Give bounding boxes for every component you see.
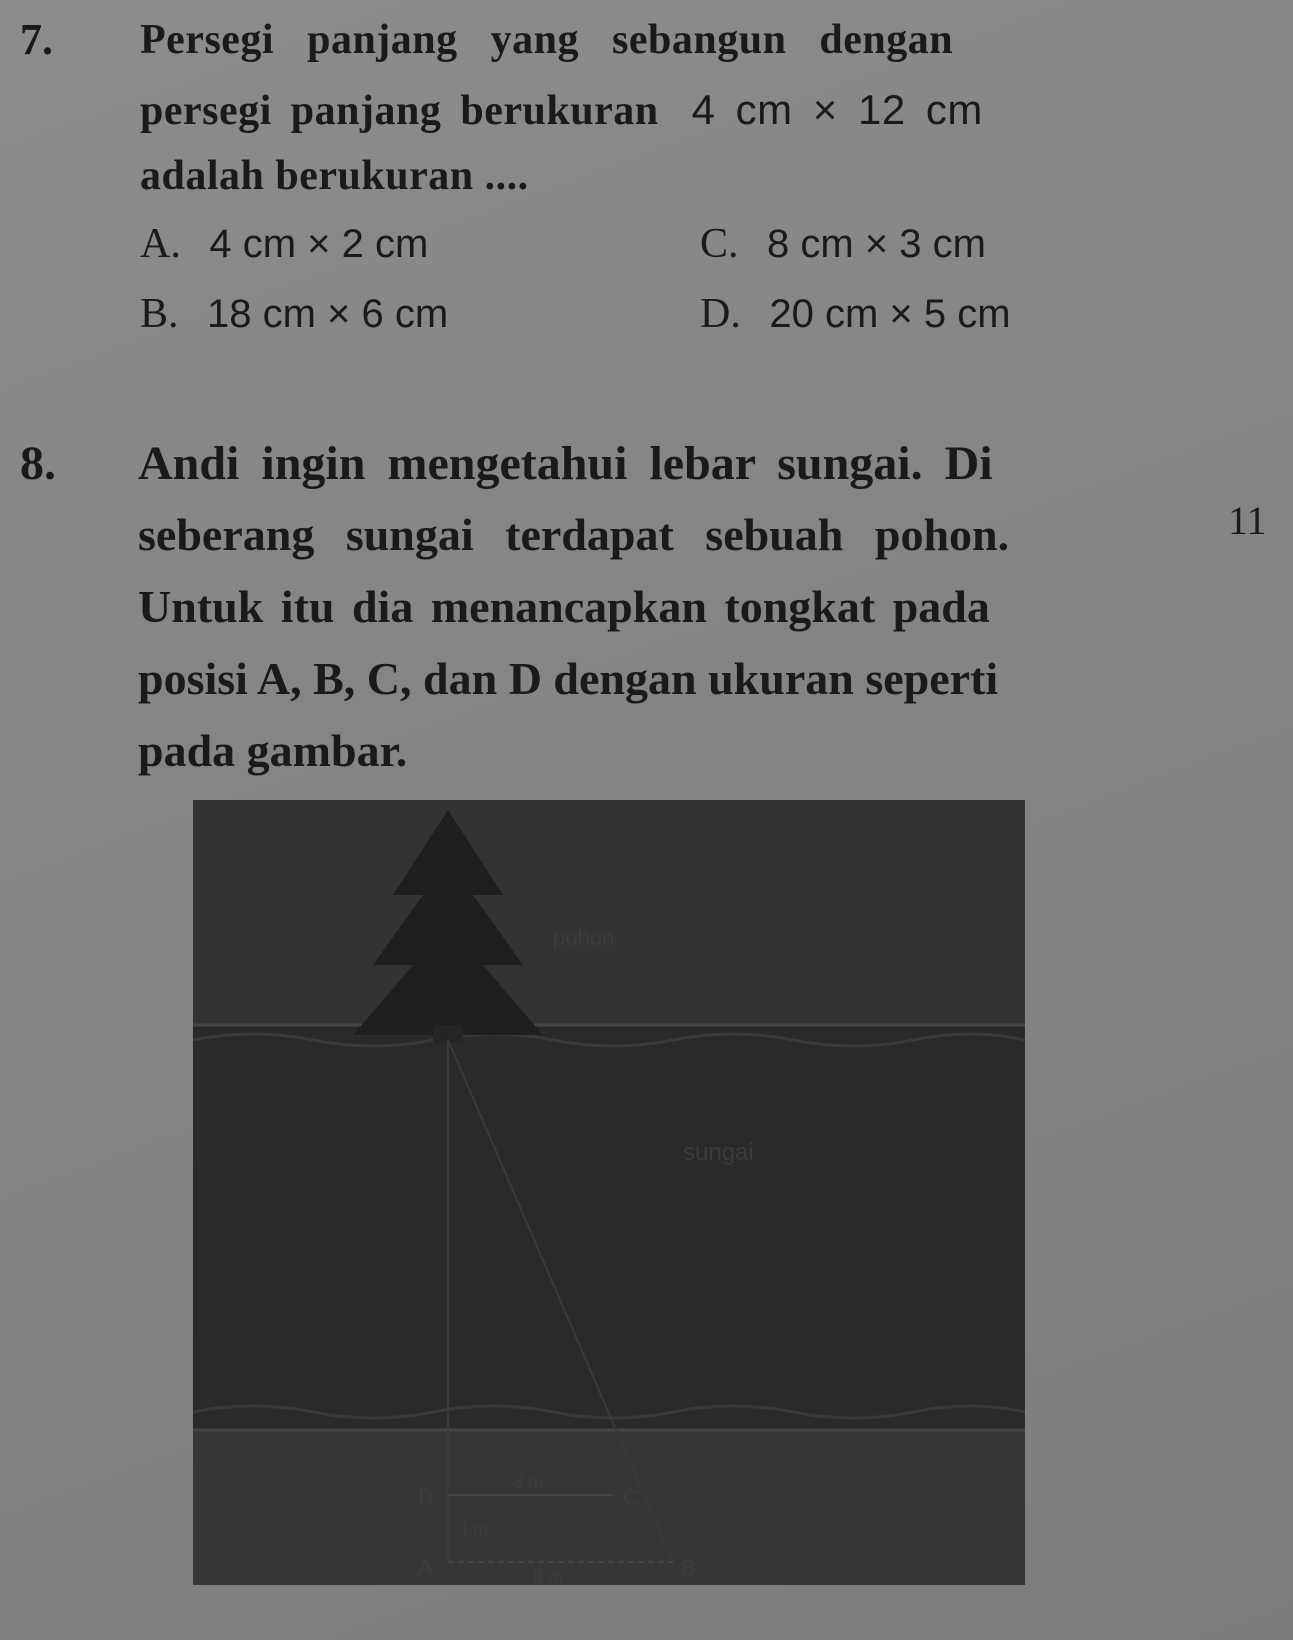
river-label: sungai [683,1139,754,1166]
river [193,1025,1025,1430]
option-a-letter: A. [140,221,181,267]
ab-length-label: 8 m [533,1566,564,1585]
option-d-letter: D. [700,291,741,337]
option-b[interactable] [140,290,448,338]
option-d[interactable] [700,290,1011,338]
far-bank [193,800,1025,1025]
question-8-line-1: Andi ingin mengetahui lebar sungai. Di [138,437,993,490]
point-b-label: B [681,1555,696,1580]
question-8-line-5: pada gambar. [138,725,408,776]
question-7-number: 7. [20,15,53,64]
point-d-label: D [418,1485,434,1510]
option-b-value: 18 cm × 6 cm [207,292,449,336]
option-d-value: 20 cm × 5 cm [769,292,1011,336]
option-b-letter: B. [140,291,179,337]
option-a[interactable] [140,220,428,268]
river-diagram [193,800,1025,1585]
option-a-value: 4 cm × 2 cm [209,222,429,266]
question-7-size: 4 cm × 12 cm [691,86,983,133]
question-8-line-2: seberang sungai terdapat sebuah pohon. [138,509,1010,560]
question-8-line-4: posisi A, B, C, dan D dengan ukuran seperti [138,653,999,704]
option-c[interactable] [700,220,986,268]
side-page-number: 11 [1228,498,1267,543]
tree-label: pohon [553,925,615,950]
question-7-line-3: adalah berukuran .... [140,153,529,199]
question-7-line-1: Persegi panjang yang sebangun dengan [140,17,954,63]
question-8-line-3: Untuk itu dia menancapkan tongkat pada [138,581,990,632]
point-a-label: A [418,1555,433,1580]
question-8-number: 8. [20,437,56,490]
option-c-letter: C. [700,221,739,267]
dc-length-label: 3 m [513,1472,544,1492]
question-7-line-2 [140,86,983,135]
river-figure [193,800,1025,1585]
ad-length-label: 4 m [458,1519,489,1539]
question-7-line-2-text: persegi panjang berukuran [140,88,659,134]
point-c-label: C [623,1485,639,1510]
option-c-value: 8 cm × 3 cm [767,222,986,266]
